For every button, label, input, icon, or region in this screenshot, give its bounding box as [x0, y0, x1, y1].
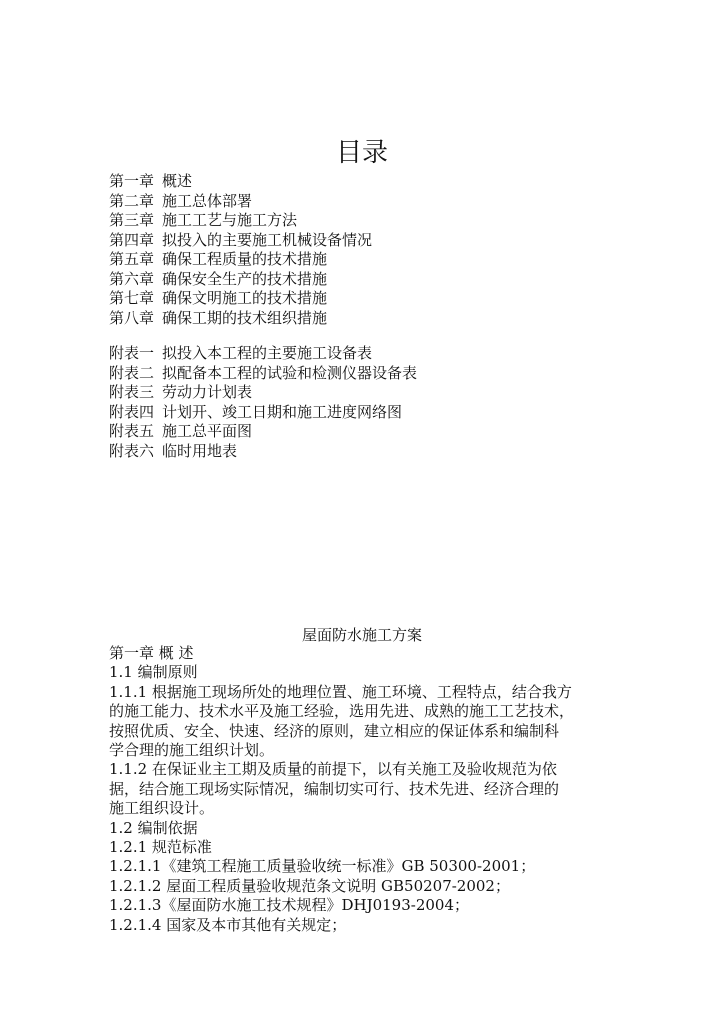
- paragraph-line: 的施工能力、技术水平及施工经验，选用先进、成熟的施工工艺技术，: [109, 702, 575, 721]
- toc-entry-number: 第二章: [109, 191, 155, 210]
- toc-appendix-title: 拟投入本工程的主要施工设备表: [162, 344, 373, 362]
- toc-entry: [109, 309, 372, 329]
- section-heading: 1.2 编制依据: [109, 818, 198, 837]
- toc-entry-number: 第一章: [109, 172, 155, 190]
- toc-entry-number: 第三章: [109, 211, 155, 229]
- toc-entry: [109, 211, 372, 231]
- toc-entry: [109, 192, 372, 212]
- toc-appendix-title: 计划开、竣工日期和施工进度网络图: [162, 402, 403, 421]
- standard-item: 1.2.1.2 屋面工程质量验收规范条文说明 GB50207-2002；: [109, 876, 510, 895]
- standard-item: 1.2.1.4 国家及本市其他有关规定；: [109, 915, 347, 934]
- toc-entry: [109, 250, 372, 270]
- toc-entry: [109, 289, 372, 309]
- toc-entry-title: 确保安全生产的技术措施: [162, 269, 328, 288]
- paragraph-line: 按照优质、安全、快速、经济的原则，建立相应的保证体系和编制科: [109, 721, 560, 740]
- toc-entry-title: 确保工期的技术组织措施: [162, 308, 328, 327]
- toc-appendix-title: 拟配备本工程的试验和检测仪器设备表: [162, 363, 418, 382]
- toc-entry-number: 第五章: [109, 250, 155, 268]
- toc-entry-title: 概述: [162, 172, 193, 190]
- section-heading: 1.1 编制原则: [109, 663, 198, 682]
- toc-entry-number: 第六章: [109, 269, 155, 288]
- toc-appendix-number: 附表五: [109, 422, 155, 440]
- toc-entry-number: 第七章: [109, 289, 155, 307]
- toc-appendix-number: 附表六: [109, 441, 155, 460]
- toc-title: 目录: [335, 138, 388, 168]
- toc-appendix-entry: [109, 344, 417, 364]
- paragraph-line: 施工组织设计。: [109, 799, 215, 818]
- toc-appendix-entry: [109, 383, 417, 403]
- toc-entry-number: 第八章: [109, 308, 155, 327]
- paragraph-line: 1.1.1 根据施工现场所处的地理位置、施工环境、工程特点，结合我方: [109, 682, 572, 701]
- standard-item: 1.2.1.3《屋面防水施工技术规程》DHJ0193-2004；: [109, 896, 470, 915]
- toc-entry-title: 确保文明施工的技术措施: [162, 289, 328, 307]
- toc-entry-title: 确保工程质量的技术措施: [162, 250, 328, 268]
- toc-appendix-number: 附表一: [109, 344, 155, 362]
- toc-appendix-number: 附表三: [109, 383, 155, 401]
- toc-appendix-entry: [109, 422, 417, 442]
- toc-chapter-list: [109, 172, 372, 328]
- toc-entry: [109, 231, 372, 251]
- toc-entry: [109, 172, 372, 192]
- paragraph-line: 学合理的施工组织计划。: [109, 741, 275, 760]
- chapter-heading: 第一章 概 述: [109, 644, 194, 662]
- toc-appendix-title: 临时用地表: [162, 441, 238, 460]
- toc-appendix-number: 附表四: [109, 402, 155, 421]
- standard-item: 1.2.1.1《建筑工程施工质量验收统一标准》GB 50300-2001；: [109, 857, 536, 876]
- document-body: [109, 644, 629, 935]
- subsection-heading: 1.2.1 规范标准: [109, 838, 212, 857]
- toc-entry-title: 施工工艺与施工方法: [162, 211, 298, 229]
- toc-appendix-list: [109, 344, 417, 461]
- toc-appendix-entry: [109, 442, 417, 462]
- document-title: 屋面防水施工方案: [301, 626, 422, 644]
- paragraph-line: 1.1.2 在保证业主工期及质量的前提下，以有关施工及验收规范为依: [109, 760, 557, 779]
- toc-appendix-entry: [109, 403, 417, 423]
- toc-appendix-title: 劳动力计划表: [162, 383, 253, 401]
- toc-entry: [109, 270, 372, 290]
- toc-appendix-number: 附表二: [109, 363, 155, 382]
- toc-entry-title: 施工总体部署: [162, 191, 253, 210]
- paragraph-line: 据，结合施工现场实际情况，编制切实可行、技术先进、经济合理的: [109, 779, 560, 798]
- toc-entry-title: 拟投入的主要施工机械设备情况: [162, 230, 373, 249]
- toc-entry-number: 第四章: [109, 230, 155, 249]
- toc-appendix-title: 施工总平面图: [162, 422, 253, 440]
- toc-appendix-entry: [109, 364, 417, 384]
